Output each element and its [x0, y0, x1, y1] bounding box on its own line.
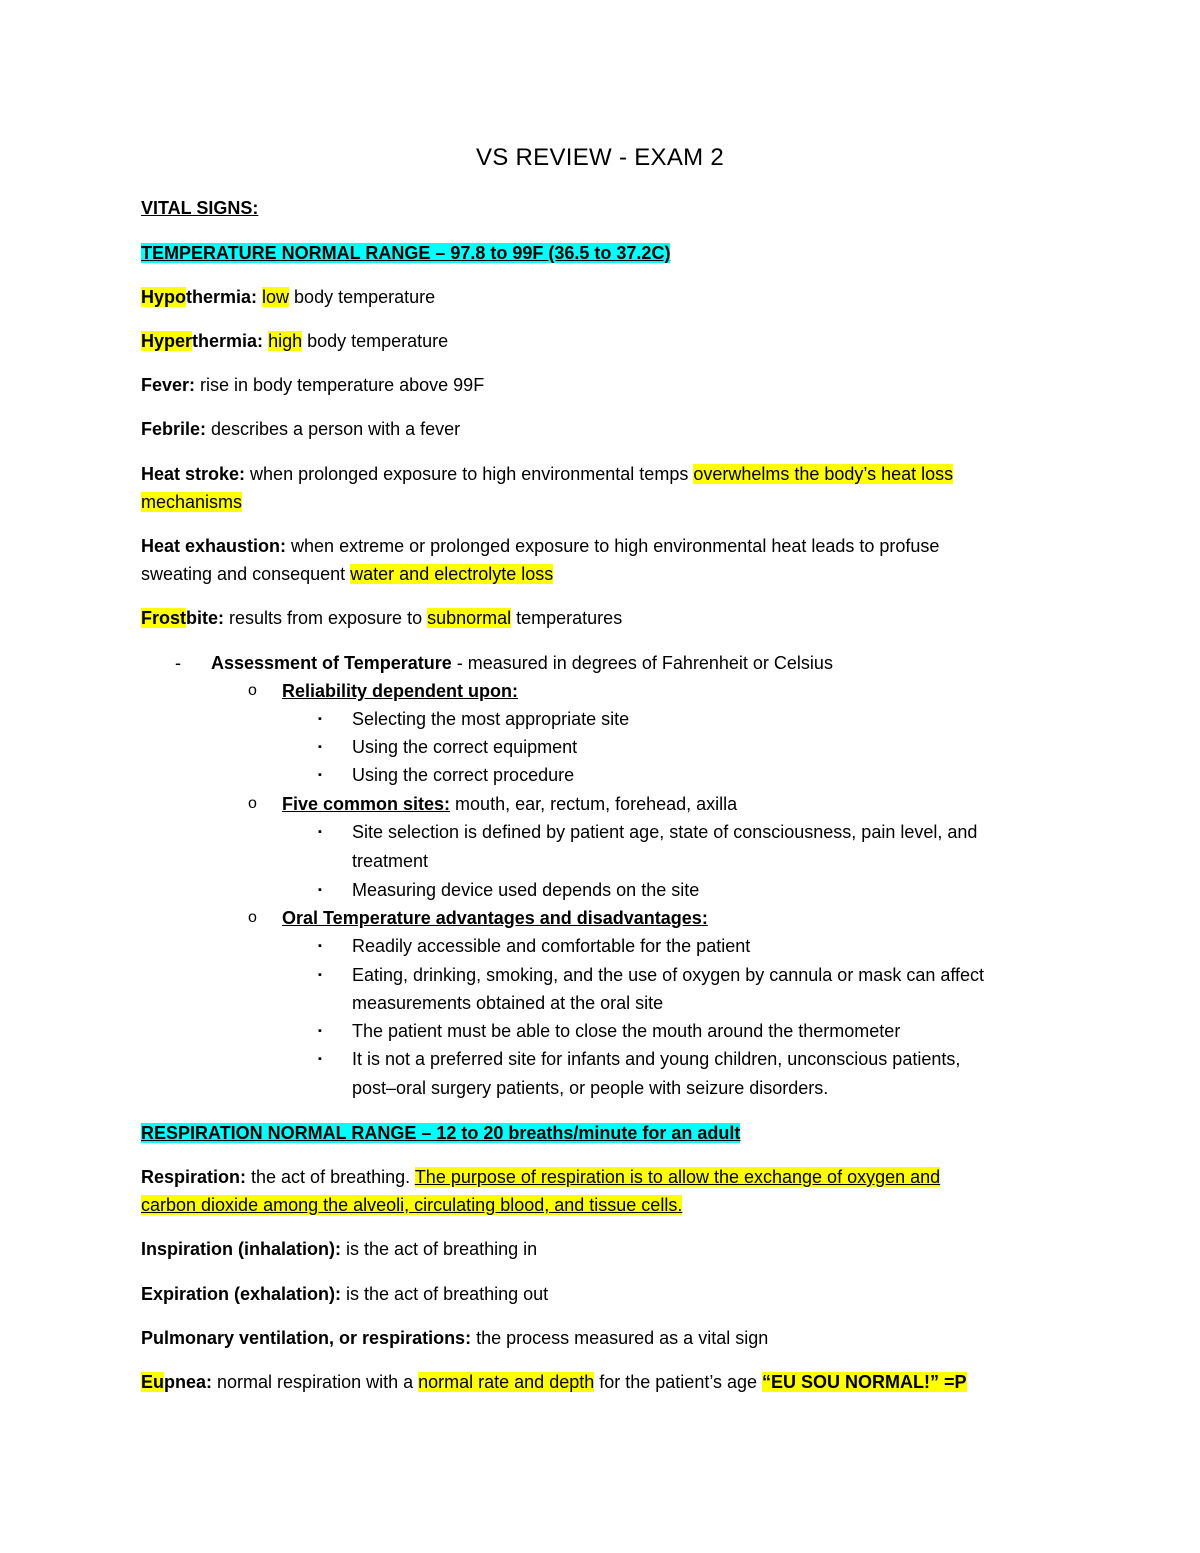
square-bullet: ▪: [318, 713, 322, 725]
list-item: Selecting the most appropriate site: [352, 709, 630, 729]
frostbite-line: [141, 607, 622, 629]
five-sites-text: mouth, ear, rectum, forehead, axilla: [450, 794, 738, 814]
circle-bullet: o: [248, 795, 257, 812]
febrile-text: describes a person with a fever: [206, 419, 461, 439]
hyperthermia-keyword: high: [268, 331, 303, 351]
heat-exhaustion-line-1: [141, 535, 939, 557]
eupnea-line: [141, 1371, 967, 1393]
circle-bullet: o: [248, 909, 257, 926]
assessment-label: Assessment of Temperature: [211, 653, 452, 673]
expiration-term: Expiration (exhalation):: [141, 1284, 342, 1304]
heat-stroke-highlight-1: overwhelms the body’s heat loss: [693, 464, 954, 484]
list-item: Using the correct equipment: [352, 737, 578, 757]
square-bullet: ▪: [318, 969, 322, 981]
square-bullet: ▪: [318, 741, 322, 753]
list-item: The patient must be able to close the mouth around the thermometer: [352, 1021, 901, 1041]
list-item: Readily accessible and comfortable for the patient: [352, 936, 751, 956]
hypothermia-line: [141, 286, 435, 308]
circle-bullet: o: [248, 682, 257, 699]
section-vital-signs: VITAL SIGNS:: [141, 198, 259, 218]
hyperthermia-line: [141, 330, 448, 352]
frostbite-rest: temperatures: [511, 608, 623, 628]
eupnea-prefix: Eu: [141, 1372, 165, 1392]
list-item: Using the correct procedure: [352, 765, 575, 785]
square-bullet: ▪: [318, 1025, 322, 1037]
list-item-continuation: measurements obtained at the oral site: [352, 993, 664, 1013]
respiration-highlight-1: The purpose of respiration is to allow the exchange of oxygen and: [414, 1167, 941, 1187]
temperature-range-heading: [141, 242, 670, 264]
heat-stroke-line-1: [141, 463, 953, 485]
respiration-term: Respiration:: [141, 1167, 247, 1187]
list-item: It is not a preferred site for infants and young children, unconscious patients,: [352, 1049, 961, 1069]
reliability-label: Reliability dependent upon:: [282, 681, 519, 701]
eupnea-text-2: for the patient’s age: [594, 1372, 763, 1392]
respiration-line-2: [141, 1194, 682, 1216]
expiration-line: [141, 1283, 548, 1305]
respiration-line-1: [141, 1166, 940, 1188]
respiration-text: the act of breathing.: [246, 1167, 415, 1187]
inspiration-line: [141, 1238, 537, 1260]
list-item: Measuring device used depends on the site: [352, 880, 700, 900]
eupnea-term: pnea:: [164, 1372, 213, 1392]
pulmonary-term: Pulmonary ventilation, or respirations:: [141, 1328, 472, 1348]
hyperthermia-prefix: Hyper: [141, 331, 193, 351]
heat-exhaustion-line-2: [141, 563, 553, 585]
heat-exhaustion-term: Heat exhaustion:: [141, 536, 287, 556]
heat-exhaustion-highlight: water and electrolyte loss: [350, 564, 554, 584]
frostbite-term: bite:: [186, 608, 224, 628]
heat-exhaustion-text-1: when extreme or prolonged exposure to high environmental heat leads to profuse: [286, 536, 940, 556]
hypothermia-term: thermia:: [186, 287, 258, 307]
respiration-range-heading: [141, 1122, 740, 1144]
assessment-text: - measured in degrees of Fahrenheit or Celsius: [451, 653, 833, 673]
hypothermia-prefix: Hypo: [141, 287, 186, 307]
febrile-term: Febrile:: [141, 419, 207, 439]
five-sites-label: Five common sites:: [282, 794, 451, 814]
fever-term: Fever:: [141, 375, 196, 395]
list-item: Eating, drinking, smoking, and the use of oxygen by cannula or mask can affect: [352, 965, 985, 985]
five-sites-line: [282, 793, 737, 815]
heat-exhaustion-text-2: sweating and consequent: [141, 564, 351, 584]
square-bullet: ▪: [318, 769, 322, 781]
hypothermia-keyword: low: [262, 287, 290, 307]
fever-text: rise in body temperature above 99F: [195, 375, 485, 395]
inspiration-text: is the act of breathing in: [341, 1239, 538, 1259]
heat-stroke-term: Heat stroke:: [141, 464, 246, 484]
heat-stroke-highlight-2: mechanisms: [141, 492, 243, 512]
respiration-highlight-2: carbon dioxide among the alveoli, circulating blood, and tissue cells.: [141, 1195, 683, 1215]
respiration-range-text: RESPIRATION NORMAL RANGE – 12 to 20 breaths/minute for an adult: [141, 1123, 741, 1143]
square-bullet: ▪: [318, 826, 322, 838]
pulmonary-line: [141, 1327, 768, 1349]
square-bullet: ▪: [318, 1053, 322, 1065]
fever-line: [141, 374, 484, 396]
oral-label: Oral Temperature advantages and disadvantages:: [282, 908, 708, 928]
square-bullet: ▪: [318, 940, 322, 952]
febrile-line: [141, 418, 460, 440]
eupnea-quote: “EU SOU NORMAL!” =P: [762, 1372, 967, 1392]
square-bullet: ▪: [318, 884, 322, 896]
hyperthermia-term: thermia:: [192, 331, 264, 351]
heat-stroke-line-2: [141, 491, 242, 513]
eupnea-text: normal respiration with a: [212, 1372, 419, 1392]
dash-bullet: -: [175, 653, 181, 673]
frostbite-highlight: subnormal: [427, 608, 512, 628]
hyperthermia-text: body temperature: [302, 331, 449, 351]
temperature-range-text: TEMPERATURE NORMAL RANGE – 97.8 to 99F (36.5 to 37.2C): [141, 243, 671, 263]
eupnea-highlight: normal rate and depth: [418, 1372, 595, 1392]
frostbite-text: results from exposure to: [224, 608, 428, 628]
document-title: VS REVIEW - EXAM 2: [475, 144, 725, 171]
heat-stroke-text: when prolonged exposure to high environmental temps: [245, 464, 694, 484]
frostbite-prefix: Frost: [141, 608, 186, 628]
expiration-text: is the act of breathing out: [341, 1284, 549, 1304]
list-item: Site selection is defined by patient age, state of consciousness, pain level, and: [352, 822, 978, 842]
pulmonary-text: the process measured as a vital sign: [471, 1328, 769, 1348]
inspiration-term: Inspiration (inhalation):: [141, 1239, 341, 1259]
list-item-continuation: post–oral surgery patients, or people with seizure disorders.: [352, 1078, 829, 1098]
assessment-line: [211, 652, 833, 674]
hypothermia-text: body temperature: [289, 287, 436, 307]
list-item-continuation: treatment: [352, 851, 429, 871]
